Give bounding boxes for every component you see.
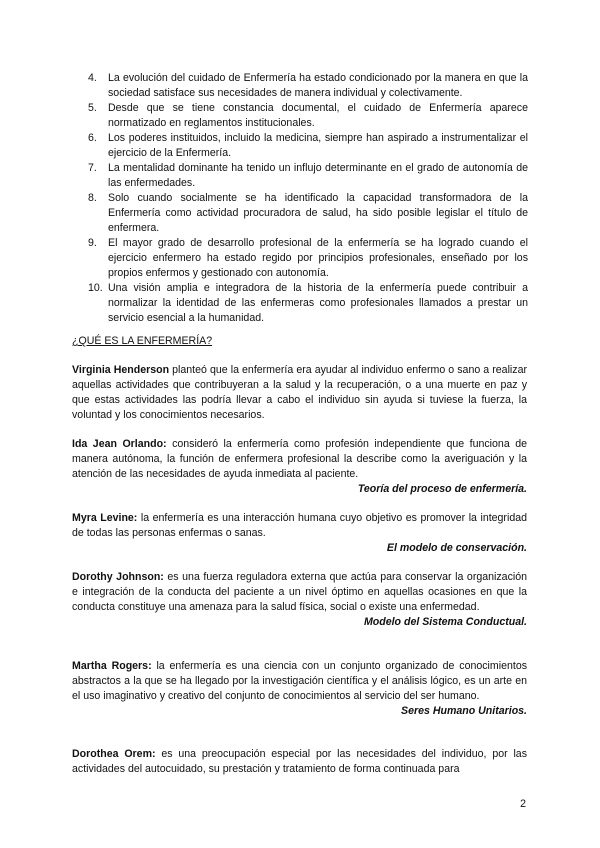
definition-rogers — [72, 659, 527, 719]
definition-text: es una preocupación especial por las necesidades del individuo, por las actividades del autocuidado, su prestación y tratamiento de forma continuada para — [72, 748, 527, 775]
section-heading: ¿QUÉ ES LA ENFERMERÍA? — [72, 335, 213, 347]
list-number: 8. — [88, 192, 97, 204]
author-name: Ida Jean Orlando: — [72, 438, 167, 450]
list-text: La evolución del cuidado de Enfermería ha estado condicionado por la manera en que la sociedad satisface sus necesidades de manera individual y colectivamente. — [108, 72, 528, 99]
list-number: 10. — [88, 282, 103, 294]
definition-text: es una fuerza reguladora externa que actúa para conservar la organización e integración de la conducta del paciente a un nivel óptimo en aquellas ocasiones en que la conducta constituye una amenaza para la salud física, social o existe una enfermedad. — [72, 571, 527, 613]
list-text: Desde que se tiene constancia documental, el cuidado de Enfermería aparece normatizado en reglamentos institucionales. — [108, 102, 528, 129]
definition-levine — [72, 511, 527, 556]
definition-henderson — [72, 363, 527, 423]
definition-orem — [72, 747, 527, 777]
page-number: 2 — [520, 798, 526, 810]
list-item — [88, 161, 528, 191]
list-item — [88, 191, 528, 236]
list-item — [88, 101, 528, 131]
list-text: Solo cuando socialmente se ha identificado la capacidad transformadora de la Enfermería como actividad procuradora de salud, ha sido posible legislar el título de enfermera. — [108, 192, 528, 234]
list-text: Una visión amplia e integradora de la historia de la enfermería puede contribuir a normalizar la identidad de las enfermeras como profesionales llamados a prestar un servicio esencial a la humanidad. — [108, 282, 528, 324]
theory-reference: Modelo del Sistema Conductual. — [363, 616, 527, 628]
definition-text: planteó que la enfermería era ayudar al individuo enfermo o sano a realizar aquellas actividades que contribuyeran a la salud y la recuperación, o a una muerte en paz y que estas actividades las podría llevar a cabo el individuo sin ayuda si tuviese la fuerza, la voluntad y los conocimientos necesarios. — [72, 364, 527, 421]
definition-orlando — [72, 437, 527, 497]
list-text: El mayor grado de desarrollo profesional de la enfermería se ha logrado cuando el ejercicio enfermero ha estado regido por principios profesionales, enseñado por los propios enfermos y gestionado con autonomía. — [108, 237, 528, 279]
list-item — [88, 71, 528, 101]
author-name: Myra Levine: — [72, 512, 138, 524]
definition-text: la enfermería es una interacción humana cuyo objetivo es promover la integridad de todas las personas enfermas o sanas. — [72, 512, 527, 539]
list-number: 9. — [88, 237, 97, 249]
list-text: Los poderes instituidos, incluido la medicina, siempre han aspirado a instrumentalizar el ejercicio de la Enfermería. — [108, 132, 528, 159]
principles-list — [88, 71, 528, 326]
list-number: 4. — [88, 72, 97, 84]
author-name: Dorothea Orem: — [72, 748, 156, 760]
list-number: 5. — [88, 102, 97, 114]
theory-reference: Seres Humano Unitarios. — [401, 705, 527, 717]
theory-reference: El modelo de conservación. — [386, 542, 527, 554]
definition-text: la enfermería es una ciencia con un conjunto organizado de conocimientos abstractos a la que se ha llegado por la investigación científica y el análisis lógico, es un arte en el uso imaginativo y creativo del conjunto de conocimientos al servicio del ser humano. — [72, 660, 528, 702]
definition-johnson — [72, 570, 527, 630]
list-item — [88, 131, 528, 161]
list-number: 6. — [88, 132, 97, 144]
definition-text: consideró la enfermería como profesión independiente que funciona de manera autónoma, la función de enfermera profesional la describe como la averiguación y la atención de las necesidades de ayuda inmediata al paciente. — [72, 438, 527, 480]
list-text: La mentalidad dominante ha tenido un influjo determinante en el grado de autonomía de las enfermedades. — [108, 162, 528, 189]
author-name: Martha Rogers: — [72, 660, 152, 672]
list-item — [88, 236, 528, 281]
list-number: 7. — [88, 162, 97, 174]
theory-reference: Teoría del proceso de enfermería. — [357, 483, 527, 495]
author-name: Virginia Henderson — [72, 364, 170, 376]
list-item — [88, 281, 528, 326]
author-name: Dorothy Johnson: — [72, 571, 164, 583]
